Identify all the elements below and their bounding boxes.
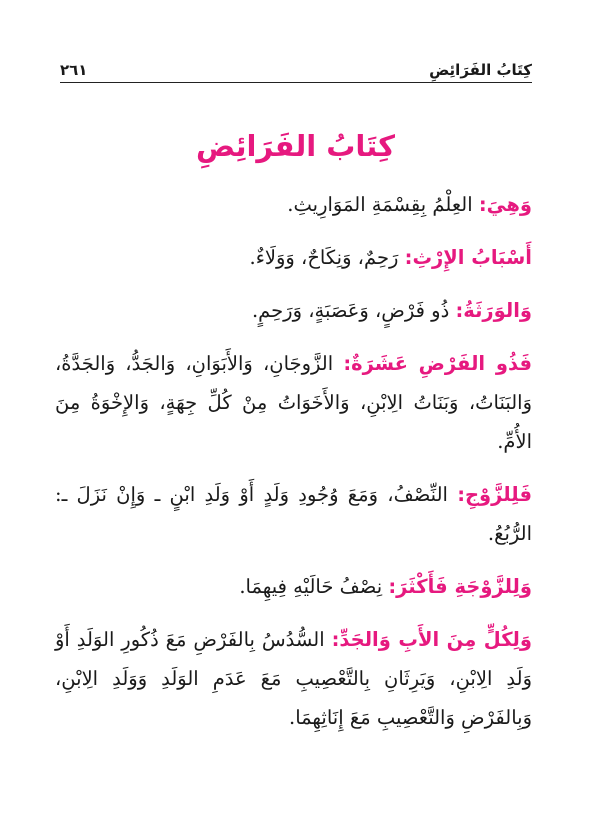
- paragraph-wife: [55, 567, 532, 606]
- chapter-title: كِتَابُ الفَرَائِضِ: [196, 129, 395, 163]
- paragraph-term: فَلِلزَّوْجِ:: [457, 483, 532, 506]
- paragraph-fixed-share-heirs: [55, 344, 532, 461]
- paragraph-text: رَحِمٌ، وَنِكَاحٌ، وَوَلَاءٌ.: [249, 246, 405, 269]
- paragraph-term: وَالوَرَثَةُ:: [455, 299, 532, 322]
- paragraph-text: الزَّوجَانِ، وَالأَبَوَانِ، وَالجَدُّ، وَالجَدَّةُ، وَالبَنَاتُ، وَبَنَاتُ الِابْنِ، وَالأَخَوَاتُ مِنْ كُلِّ جِهَةٍ، وَالإِخْوَةُ مِنَ الأُمِّ.: [55, 352, 532, 453]
- page-content: [55, 185, 532, 751]
- paragraph-causes-of-inheritance: [55, 238, 532, 277]
- paragraph-term: فَذُو الفَرْضِ عَشَرَةٌ:: [343, 352, 532, 375]
- paragraph-text: النِّصْفُ، وَمَعَ وُجُودِ وَلَدٍ أَوْ وَلَدِ ابْنٍ ـ وَإِنْ نَزَلَ ـ: الرُّبُعُ.: [55, 483, 532, 545]
- page-number: ٢٦١: [60, 61, 88, 79]
- paragraph-term: وَلِكُلٍّ مِنَ الأَبِ وَالجَدِّ:: [331, 628, 532, 651]
- paragraph-heirs: [55, 291, 532, 330]
- running-title: كِتَابُ الفَرَائِضِ: [429, 61, 532, 79]
- paragraph-text: نِصْفُ حَالَيْهِ فِيهِمَا.: [239, 575, 389, 598]
- paragraph-text: السُّدُسُ بِالفَرْضِ مَعَ ذُكُورِ الوَلَدِ أَوْ وَلَدِ الِابْنِ، وَيَرِثَانِ بِالتَّعْصِيبِ مَعَ عَدَمِ الوَلَدِ وَوَلَدِ الِابْنِ، وَبِالفَرْضِ وَالتَّعْصِيبِ مَعَ إِنَاثِهِمَا.: [55, 628, 532, 729]
- paragraph-text: ذُو فَرْضٍ، وَعَصَبَةٍ، وَرَحِمٍ.: [251, 299, 456, 322]
- paragraph-term: وَلِلزَّوْجَةِ فَأَكْثَرَ:: [388, 575, 532, 598]
- page-header: [60, 58, 532, 83]
- paragraph-term: أَسْبَابُ الإِرْثِ:: [404, 246, 532, 269]
- paragraph-text: العِلْمُ بِقِسْمَةِ المَوَارِيثِ.: [287, 193, 479, 216]
- paragraph-father-grandfather: [55, 620, 532, 737]
- paragraph-term: وَهِيَ:: [478, 193, 532, 216]
- paragraph-husband: [55, 475, 532, 553]
- paragraph-definition: [55, 185, 532, 224]
